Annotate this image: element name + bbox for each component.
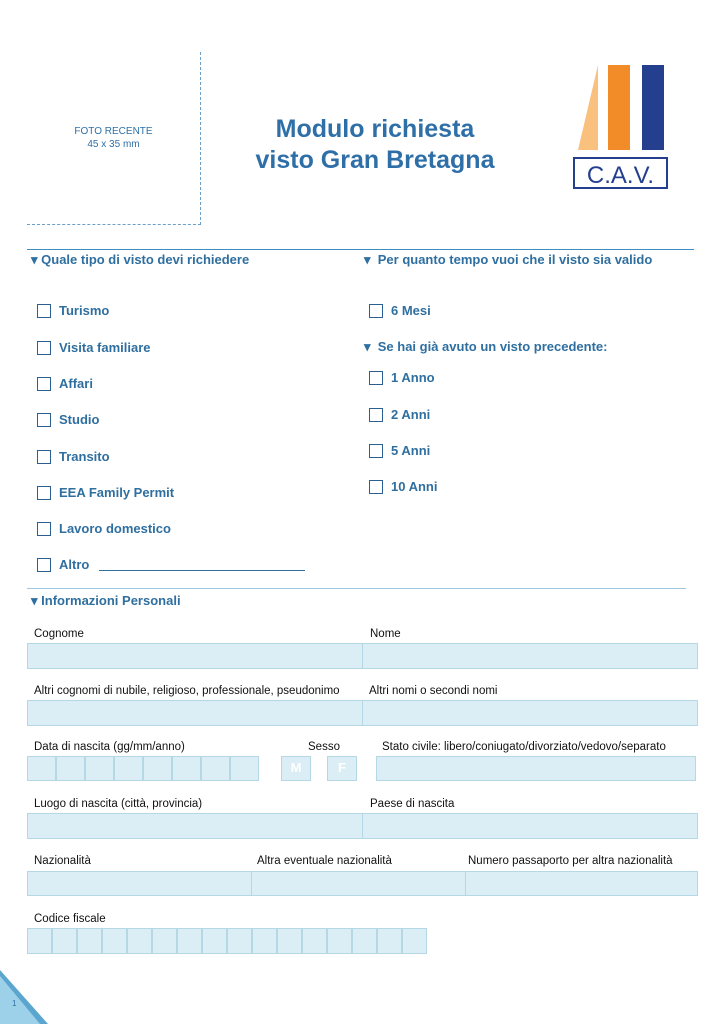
- birth-place-label: Luogo di nascita (città, provincia): [34, 798, 203, 810]
- option-5-anni[interactable]: [369, 443, 430, 458]
- option-studio[interactable]: [37, 412, 99, 427]
- checkbox[interactable]: [37, 377, 51, 391]
- name-field[interactable]: [362, 643, 698, 669]
- cav-logo: [572, 62, 670, 190]
- sex-label: Sesso: [308, 741, 340, 753]
- option-label: 10 Anni: [391, 479, 438, 494]
- checkbox[interactable]: [37, 341, 51, 355]
- date-cell[interactable]: [27, 756, 56, 781]
- previous-visa-heading: ▾ Se hai già avuto un visto precedente:: [364, 339, 608, 354]
- option-label: Altro: [59, 557, 90, 572]
- sex-m-box[interactable]: M: [281, 756, 311, 781]
- title-line-1: Modulo richiesta: [275, 115, 475, 143]
- date-cell[interactable]: [114, 756, 143, 781]
- date-cell[interactable]: [143, 756, 172, 781]
- tax-code-label: Codice fiscale: [34, 913, 106, 925]
- nationality-label: Nazionalità: [34, 855, 91, 867]
- option-label: Affari: [59, 376, 93, 391]
- passport-other-label: Numero passaporto per altra nazionalità: [468, 855, 673, 867]
- photo-caption: [27, 125, 200, 151]
- tax-cell[interactable]: [302, 928, 327, 954]
- checkbox[interactable]: [37, 558, 51, 572]
- option-transito[interactable]: [37, 449, 110, 464]
- tax-cell[interactable]: [152, 928, 177, 954]
- photo-label: FOTO RECENTE: [74, 126, 153, 137]
- tax-cell[interactable]: [327, 928, 352, 954]
- tax-cell[interactable]: [77, 928, 102, 954]
- checkbox[interactable]: [37, 304, 51, 318]
- tax-cell[interactable]: [402, 928, 427, 954]
- tax-cell[interactable]: [227, 928, 252, 954]
- date-cell[interactable]: [201, 756, 230, 781]
- checkbox[interactable]: [37, 413, 51, 427]
- other-names-field[interactable]: [362, 700, 698, 726]
- option-label: Turismo: [59, 303, 110, 318]
- page-number: 1: [12, 999, 17, 1008]
- nationality-field[interactable]: [27, 871, 252, 896]
- checkbox[interactable]: [37, 450, 51, 464]
- checkbox[interactable]: [369, 444, 383, 458]
- civil-status-field[interactable]: [376, 756, 696, 781]
- option-label: 1 Anno: [391, 370, 435, 385]
- option-altro[interactable]: [37, 557, 305, 572]
- other-names-label: Altri nomi o secondi nomi: [369, 685, 498, 697]
- tax-cell[interactable]: [252, 928, 277, 954]
- option-turismo[interactable]: [37, 303, 109, 318]
- checkbox[interactable]: [37, 486, 51, 500]
- tax-cell[interactable]: [127, 928, 152, 954]
- passport-other-field[interactable]: [465, 871, 698, 896]
- option-1-anno[interactable]: [369, 370, 435, 385]
- other-nationality-label: Altra eventuale nazionalità: [257, 855, 392, 867]
- date-cell[interactable]: [85, 756, 114, 781]
- option-label: EEA Family Permit: [59, 485, 175, 500]
- option-2-anni[interactable]: [369, 407, 430, 422]
- validity-heading: ▾ Per quanto tempo vuoi che il visto sia valido: [364, 252, 653, 267]
- option-label: 6 Mesi: [391, 303, 431, 318]
- birth-place-field[interactable]: [27, 813, 363, 839]
- option-6-mesi[interactable]: [369, 303, 431, 318]
- option-visita-familiare[interactable]: [37, 340, 151, 355]
- other-surnames-label: Altri cognomi di nubile, religioso, professionale, pseudonimo: [34, 685, 340, 697]
- tax-cell[interactable]: [177, 928, 202, 954]
- option-label: Visita familiare: [59, 340, 151, 355]
- option-lavoro-domestico[interactable]: [37, 521, 171, 536]
- checkbox[interactable]: [369, 480, 383, 494]
- name-label: Nome: [370, 628, 401, 640]
- surname-label: Cognome: [34, 628, 84, 640]
- tax-cell[interactable]: [277, 928, 302, 954]
- checkbox[interactable]: [369, 408, 383, 422]
- visa-type-heading: ▾ Quale tipo di visto devi richiedere: [31, 252, 250, 267]
- birth-country-field[interactable]: [362, 813, 698, 839]
- checkbox[interactable]: [369, 304, 383, 318]
- option-eea-family-permit[interactable]: [37, 485, 174, 500]
- date-cell[interactable]: [172, 756, 201, 781]
- divider-top: [27, 249, 694, 250]
- other-surnames-field[interactable]: [27, 700, 363, 726]
- title-line-2: visto Gran Bretagna: [255, 146, 495, 174]
- other-nationality-field[interactable]: [251, 871, 466, 896]
- birth-date-label: Data di nascita (gg/mm/anno): [34, 741, 185, 753]
- divider-personal: [27, 588, 686, 589]
- altro-text-line[interactable]: [99, 558, 305, 571]
- date-cell[interactable]: [56, 756, 85, 781]
- tax-cell[interactable]: [377, 928, 402, 954]
- tax-cell[interactable]: [102, 928, 127, 954]
- date-cell[interactable]: [230, 756, 259, 781]
- option-affari[interactable]: [37, 376, 93, 391]
- option-label: Lavoro domestico: [59, 521, 171, 536]
- sex-f-box[interactable]: F: [327, 756, 357, 781]
- logo-text: C.A.V.: [586, 162, 655, 189]
- tax-cell[interactable]: [202, 928, 227, 954]
- tax-cell[interactable]: [52, 928, 77, 954]
- checkbox[interactable]: [37, 522, 51, 536]
- personal-heading: ▾ Informazioni Personali: [31, 593, 181, 608]
- option-label: 5 Anni: [391, 443, 431, 458]
- photo-size: 45 x 35 mm: [87, 139, 140, 150]
- option-label: Studio: [59, 412, 100, 427]
- tax-cell[interactable]: [27, 928, 52, 954]
- surname-field[interactable]: [27, 643, 363, 669]
- option-label: Transito: [59, 449, 110, 464]
- page-corner-decoration: [0, 968, 52, 1024]
- birth-date-cells[interactable]: [27, 756, 259, 781]
- tax-cell[interactable]: [352, 928, 377, 954]
- option-label: 2 Anni: [391, 407, 431, 422]
- checkbox[interactable]: [369, 371, 383, 385]
- tax-code-cells[interactable]: [27, 928, 427, 954]
- birth-country-label: Paese di nascita: [370, 798, 455, 810]
- option-10-anni[interactable]: [369, 479, 437, 494]
- page-title: [215, 114, 535, 176]
- civil-status-label: Stato civile: libero/coniugato/divorziato/vedovo/separato: [382, 741, 666, 753]
